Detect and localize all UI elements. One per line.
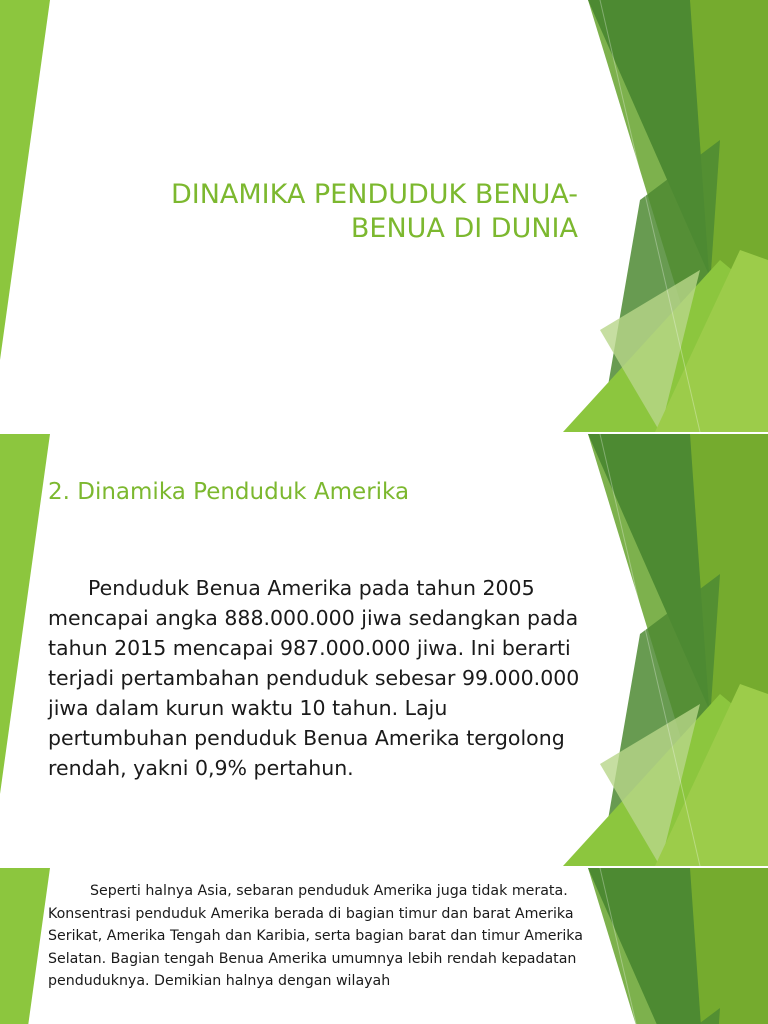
slide-title bbox=[171, 178, 578, 246]
section-heading: 2. Dinamika Penduduk Amerika bbox=[48, 479, 410, 505]
body-paragraph: Seperti halnya Asia, sebaran penduduk Amerika juga tidak merata. Konsentrasi penduduk Amerika berada di bagian timur dan barat Amerika Serikat, Amerika Tengah dan Karibia, serta bagian barat dan timur Amerika Selatan. Bagian tengah Benua Amerika umumnya lebih rendah kepadatan penduduknya. Demikian halnya dengan wilayah bbox=[48, 883, 583, 989]
title-slide bbox=[0, 0, 768, 432]
title-line-2: BENUA DI DUNIA bbox=[350, 213, 578, 244]
title-line-1: DINAMIKA PENDUDUK BENUA- bbox=[170, 179, 578, 210]
body-paragraph: Penduduk Benua Amerika pada tahun 2005 mencapai angka 888.000.000 jiwa sedangkan pada tahun 2015 mencapai 987.000.000 jiwa. Ini berarti terjadi pertambahan penduduk sebesar 99.000.000 jiwa dalam kurun waktu 10 tahun. Laju pertumbuhan penduduk Benua Amerika tergolong rendah, yakni 0,9% pertahun. bbox=[48, 576, 580, 780]
